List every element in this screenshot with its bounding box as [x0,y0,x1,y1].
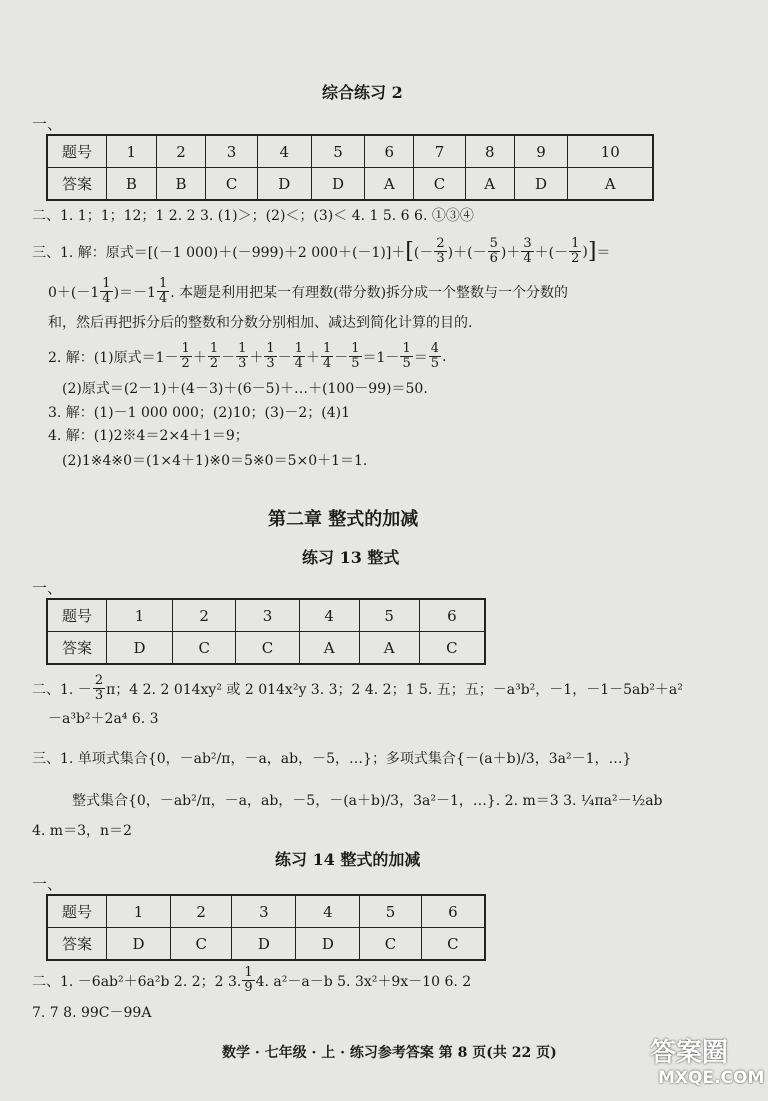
expression-text: ；多项式集合 [371,751,456,767]
answer-line: 7. 7 8. 99C－99A [32,1005,152,1021]
fraction: $\frac{2}{3}$ [94,673,104,703]
answer-line [32,674,683,703]
answer-line: 4. m＝3，n＝2 [32,823,132,839]
table-cell: 5 [360,895,421,928]
fraction: $\frac{1}{5}$ [351,341,360,371]
fraction: $\frac{1}{2}$ [571,236,580,266]
answer-line [32,748,631,768]
expression-text: 2. 解：(1)原式＝1－ [48,349,179,366]
answer-line: 三、1. 解：原式＝[(－1 000)＋(－999)＋2 000＋(－1)]＋ [ (－ $\frac{2}{3}$ )＋(－ $\frac{5}{6}$ )＋ $\frac{3}{4}$ ＋(－ $\frac{1}{2}$ ) ] ＝ [32,236,611,266]
fraction: $\frac{1}{2}$ [181,341,190,371]
fraction: $\frac{3}{4}$ [523,236,532,266]
table-cell: C [419,632,485,665]
watermark-logo: 答案圈 [650,1038,729,1068]
expression-text: 二、1. － [32,681,92,698]
fraction: $\frac{1}{9}$ [244,965,253,995]
answer-line: －a³b²＋2a⁴ 6. 3 [48,711,159,727]
table-row [47,895,485,928]
table-cell: 8 [465,135,514,168]
watermark-url: MXQE.COM [658,1068,765,1088]
fraction: $\frac{1}{4}$ [322,341,332,371]
table-cell: A [365,168,414,201]
table-row [47,599,485,632]
table-cell: 7 [414,135,466,168]
table-cell: 5 [311,135,365,168]
table-cell: 2 [173,599,236,632]
table-cell: 1 [107,599,173,632]
fraction: $\frac{1}{4}$ [294,341,303,371]
table-cell: 10 [568,135,653,168]
table-cell: 3 [206,135,258,168]
table-row [47,632,485,665]
part-label: 一、 [32,875,63,893]
table-cell: 6 [419,599,485,632]
table-cell: 4 [296,895,360,928]
answer-line: 和，然后再把拆分后的整数和分数分别相加、减达到简化计算的目的. [48,315,473,331]
fraction: $\frac{4}{5}$ [430,341,439,371]
answer-line: 3. 解：(1)－1 000 000；(2)10；(3)－2；(4)1 [48,405,351,421]
table-cell: 6 [365,135,414,168]
answer-table-2 [46,598,486,665]
section-title-3: 练习 14 整式的加减 [275,850,421,869]
table-cell: A [465,168,514,201]
table-cell: C [414,168,466,201]
table-row [47,135,653,168]
answer-line: (2)原式＝(2－1)＋(4－3)＋(6－5)＋…＋(100－99)＝50. [62,381,428,397]
answer-line [32,966,471,995]
table-cell: C [421,928,485,961]
answer-table-1 [46,134,654,201]
table-cell: 6 [421,895,485,928]
table-cell: C [360,928,421,961]
table-cell: D [257,168,311,201]
expression-text: )＝－1 [113,284,156,301]
expression-text: . 2. m＝3 3. ¼πa²－½ab [495,793,663,809]
table-cell: C [171,928,232,961]
table-cell: A [299,632,359,665]
answer-line [72,790,663,810]
table-cell: D [107,632,173,665]
set-expression: {－(a＋b)/3，3a²－1，…} [455,751,632,767]
table-cell: D [514,168,568,201]
table-cell: 2 [171,895,232,928]
table-cell: D [107,928,171,961]
expression-text: 4. a²－a－b 5. 3x²＋9x－10 6. 2 [255,973,472,990]
fraction: $\frac{2}{3}$ [436,236,445,266]
answer-line [48,277,568,306]
table-row [47,928,485,961]
table-cell: D [296,928,360,961]
set-expression: {0，－ab²/π，－a，ab，－5，…} [147,751,372,767]
expression-text: π；4 2. 2 014xy² 或 2 014x²y 3. 3；2 4. 2；1 5. 五；五；－a³b²，－1，－1－5ab²＋a² [106,681,683,698]
table-header-cell: 答案 [47,168,107,201]
expression-text: 二、1. －6ab²＋6a²b 2. 2；2 3. [32,973,242,990]
table-cell: C [206,168,258,201]
expression-text: 三、1. 解：原式＝[(－1 000)＋(－999)＋2 000＋(－1)]＋ [32,244,406,261]
table-header-cell: 题号 [47,599,107,632]
expression-text: 整式集合 [72,793,128,809]
table-cell: D [232,928,296,961]
chapter-title: 第二章 整式的加减 [268,509,419,530]
table-cell: 3 [236,599,299,632]
expression-text: ＝ [596,244,611,261]
fraction: $\frac{1}{5}$ [402,341,411,371]
table-cell: 4 [257,135,311,168]
fraction: $\frac{1}{4}$ [102,276,111,306]
table-cell: A [359,632,419,665]
table-cell: A [568,168,653,201]
answer-line: 二、1. 1；1；12；1 2. 2 3. (1)＞；(2)＜；(3)＜ 4. 1 5. 6 6. ①③④ [32,208,474,224]
fraction: $\frac{5}{6}$ [489,236,498,266]
expression-text: 三、1. 单项式集合 [32,751,148,767]
page-footer: 数学 · 七年级 · 上 · 练习参考答案 第 8 页(共 22 页) [222,1045,557,1061]
table-cell: D [311,168,365,201]
expression-math: [ [405,239,414,264]
table-header-cell: 题号 [47,895,107,928]
fraction: $\frac{1}{2}$ [209,341,219,371]
table-cell: 1 [107,135,157,168]
table-header-cell: 答案 [47,632,107,665]
section-title-2: 练习 13 整式 [302,548,400,567]
table-cell: 2 [156,135,206,168]
part-label: 一、 [32,579,63,597]
set-expression: {0，－ab²/π，－a，ab，－5，－(a＋b)/3，3a²－1，…} [128,793,496,809]
expression-text: 0＋(－1 [48,284,100,301]
table-cell: C [236,632,299,665]
table-header-cell: 题号 [47,135,107,168]
table-cell: 4 [299,599,359,632]
table-cell: 3 [232,895,296,928]
table-cell: C [173,632,236,665]
section-title-1: 综合练习 2 [322,83,403,102]
table-cell: 5 [359,599,419,632]
answer-table-3 [46,894,486,961]
table-cell: B [156,168,206,201]
fraction: $\frac{1}{3}$ [266,341,275,371]
table-header-cell: 答案 [47,928,107,961]
answer-line: (2)1※4※0＝(1×4＋1)※0＝5※0＝5×0＋1＝1. [62,453,368,469]
answer-line: 4. 解：(1)2※4＝2×4＋1＝9； [48,428,249,444]
table-cell: B [107,168,157,201]
expression-text: . 本题是利用把某一有理数(带分数)拆分成一个整数与一个分数的 [170,284,569,301]
table-cell: 1 [107,895,171,928]
fraction: $\frac{1}{3}$ [238,341,247,371]
part-label: 一、 [32,115,63,133]
table-cell: 9 [514,135,568,168]
table-row [47,168,653,201]
answer-line: 2. 解：(1)原式＝1－ $\frac{1}{2}$ ＋ $\frac{1}{2}$ － $\frac{1}{3}$ ＋ $\frac{1}{3}$ － $\frac{1}{4}$ ＋ $\frac{1}{4}$ － $\frac{1}{5}$ ＝1－ $\frac{1}{5}$ ＝ $\frac{4}{5}$ . [48,341,447,371]
fraction: $\frac{1}{4}$ [158,276,168,306]
